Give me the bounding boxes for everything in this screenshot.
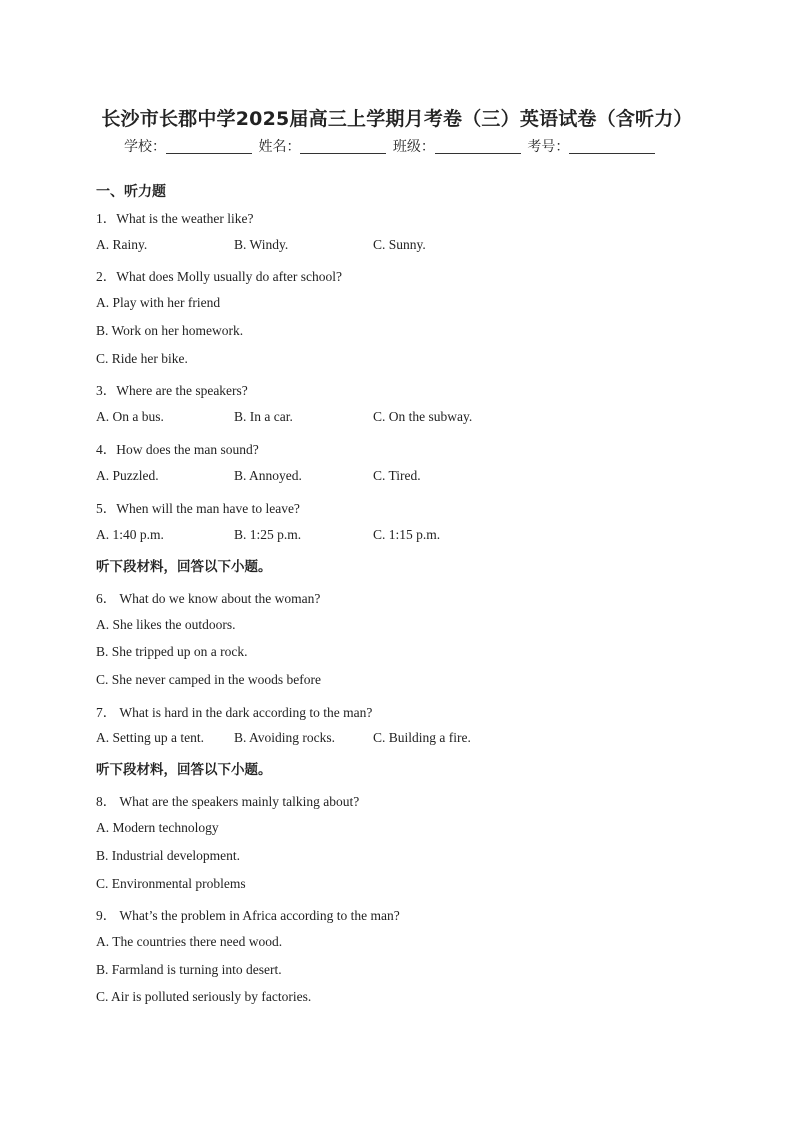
question-1-option-a: A. Rainy.	[96, 237, 148, 252]
question-1-stem: 1．What is the weather like?	[96, 211, 254, 226]
name-label: 姓名：	[258, 139, 301, 155]
question-7-option-b: B. Avoiding rocks.	[234, 730, 335, 745]
question-6-option-c: C. She never camped in the woods before	[96, 672, 321, 687]
question-3-option-c: C. On the subway.	[373, 409, 473, 424]
question-7-option-c: C. Building a fire.	[373, 730, 471, 745]
name-field[interactable]	[300, 138, 386, 154]
question-5-option-b: B. 1:25 p.m.	[234, 527, 302, 542]
exam-number-label: 考号：	[527, 139, 570, 155]
question-9-option-a: A. The countries there need wood.	[96, 934, 283, 949]
question-7-option-a: A. Setting up a tent.	[96, 730, 204, 745]
question-1-option-b: B. Windy.	[234, 237, 289, 252]
question-5-stem: 5．When will the man have to leave?	[96, 501, 300, 516]
question-6-option-a: A. She likes the outdoors.	[96, 617, 236, 632]
question-2-option-a: A. Play with her friend	[96, 295, 221, 310]
question-4-option-b: B. Annoyed.	[234, 468, 302, 483]
question-5-option-a: A. 1:40 p.m.	[96, 527, 164, 542]
question-6-stem: 6． What do we know about the woman?	[96, 591, 321, 606]
question-7-stem: 7． What is hard in the dark according to the man?	[96, 705, 373, 720]
question-8-option-b: B. Industrial development.	[96, 848, 240, 863]
question-1-option-c: C. Sunny.	[373, 237, 426, 252]
question-2-option-c: C. Ride her bike.	[96, 351, 188, 366]
question-9-stem: 9． What’s the problem in Africa according to the man?	[96, 908, 400, 923]
question-5-option-c: C. 1:15 p.m.	[373, 527, 441, 542]
question-6-option-b: B. She tripped up on a rock.	[96, 644, 248, 659]
question-4-stem: 4．How does the man sound?	[96, 442, 259, 457]
question-4-option-c: C. Tired.	[373, 468, 421, 483]
question-3-option-b: B. In a car.	[234, 409, 293, 424]
question-2-option-b: B. Work on her homework.	[96, 323, 244, 338]
question-9-option-b: B. Farmland is turning into desert.	[96, 962, 282, 977]
class-label: 班级：	[392, 139, 435, 155]
section-heading: 一、听力题	[96, 184, 166, 200]
question-8-option-c: C. Environmental problems	[96, 876, 246, 891]
question-4-option-a: A. Puzzled.	[96, 468, 159, 483]
question-2-stem: 2．What does Molly usually do after school?	[96, 269, 342, 284]
class-field[interactable]	[435, 138, 521, 154]
exam-number-field[interactable]	[569, 138, 655, 154]
question-3-stem: 3．Where are the speakers?	[96, 383, 248, 398]
question-8-stem: 8． What are the speakers mainly talking about?	[96, 794, 360, 809]
school-label: 学校：	[124, 139, 166, 155]
listening-instruction-2: 听下段材料，回答以下小题。	[96, 762, 272, 778]
listening-instruction-1: 听下段材料，回答以下小题。	[96, 559, 272, 575]
student-info-row	[124, 136, 657, 156]
page-title: 长沙市长郡中学2025届高三上学期月考卷（三）英语试卷（含听力）	[101, 108, 693, 130]
question-3-option-a: A. On a bus.	[96, 409, 164, 424]
school-field[interactable]	[166, 138, 252, 154]
question-9-option-c: C. Air is polluted seriously by factories.	[96, 989, 312, 1004]
question-8-option-a: A. Modern technology	[96, 820, 219, 835]
